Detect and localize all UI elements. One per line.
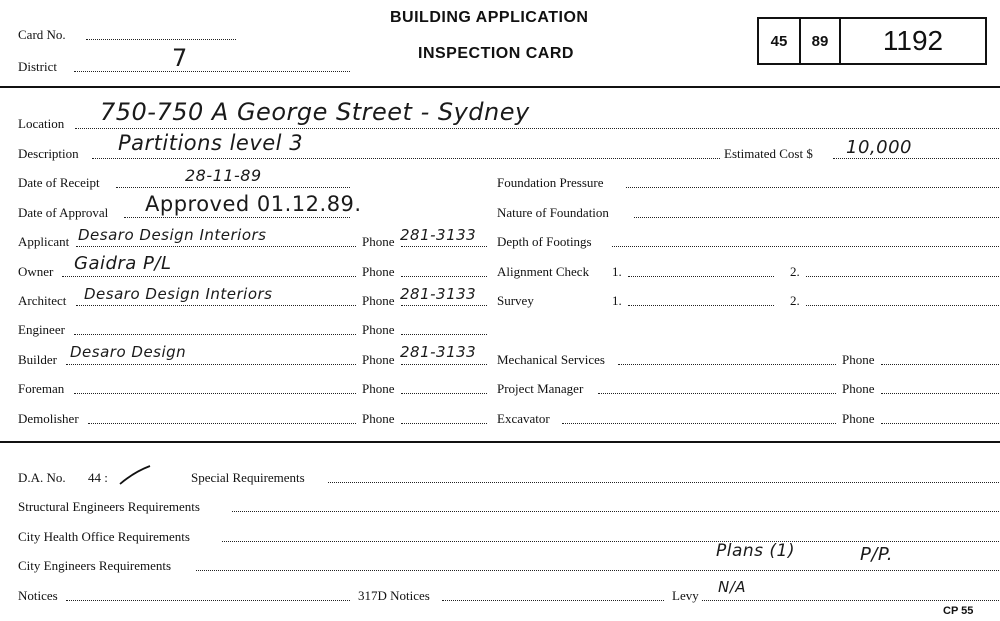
structural-line[interactable] bbox=[232, 511, 999, 512]
builder-phone-value: 281-3133 bbox=[400, 343, 477, 361]
district-label: District bbox=[18, 59, 57, 74]
alignment-two-line[interactable] bbox=[806, 276, 999, 277]
demolisher-label: Demolisher bbox=[18, 411, 79, 426]
health-line[interactable] bbox=[222, 541, 999, 542]
survey-two-label: 2. bbox=[790, 293, 800, 308]
city-eng-value-1: Plans (1) bbox=[716, 541, 796, 561]
description-label: Description bbox=[18, 146, 79, 161]
mechanical-phone-line[interactable] bbox=[881, 364, 999, 365]
project-manager-line[interactable] bbox=[598, 393, 836, 394]
depth-footings-label: Depth of Footings bbox=[497, 234, 592, 249]
estimated-cost-label: Estimated Cost $ bbox=[724, 146, 813, 161]
number-box-main: 1192 bbox=[882, 25, 944, 56]
excavator-line[interactable] bbox=[562, 423, 836, 424]
alignment-one-line[interactable] bbox=[628, 276, 774, 277]
owner-value: Gaidra P/L bbox=[74, 253, 172, 274]
district-value: 7 bbox=[172, 44, 188, 72]
foreman-phone-label: Phone bbox=[362, 381, 395, 396]
applicant-phone-label: Phone bbox=[362, 234, 395, 249]
number-box-b: 89 bbox=[801, 19, 841, 63]
applicant-line[interactable] bbox=[76, 246, 356, 247]
estimated-cost-value: 10,000 bbox=[846, 137, 912, 158]
foundation-pressure-line[interactable] bbox=[626, 187, 999, 188]
owner-line[interactable] bbox=[62, 276, 356, 277]
location-value: 750-750 A George Street - Sydney bbox=[100, 98, 530, 126]
number-box-a: 45 bbox=[759, 19, 801, 63]
date-receipt-line[interactable] bbox=[116, 187, 350, 188]
survey-one-line[interactable] bbox=[628, 305, 774, 306]
excavator-phone-line[interactable] bbox=[881, 423, 999, 424]
card-no-label: Card No. bbox=[18, 27, 66, 42]
foundation-pressure-label: Foundation Pressure bbox=[497, 175, 604, 190]
builder-phone-label: Phone bbox=[362, 352, 395, 367]
mechanical-label: Mechanical Services bbox=[497, 352, 605, 367]
card-no-line[interactable] bbox=[86, 39, 236, 40]
card-number-box bbox=[757, 17, 987, 65]
description-value: Partitions level 3 bbox=[118, 131, 304, 155]
foreman-phone-line[interactable] bbox=[401, 393, 487, 394]
notices-line[interactable] bbox=[66, 600, 350, 601]
levy-value: N/A bbox=[718, 578, 747, 596]
architect-line[interactable] bbox=[76, 305, 356, 306]
description-line[interactable] bbox=[92, 158, 720, 159]
da-no-slash-mark bbox=[116, 462, 156, 488]
mechanical-line[interactable] bbox=[618, 364, 836, 365]
notices-label: Notices bbox=[18, 588, 58, 603]
architect-label: Architect bbox=[18, 293, 67, 308]
builder-value: Desaro Design bbox=[70, 343, 187, 361]
date-approval-label: Date of Approval bbox=[18, 205, 109, 220]
survey-label: Survey bbox=[497, 293, 534, 308]
excavator-label: Excavator bbox=[497, 411, 550, 426]
levy-line[interactable] bbox=[702, 600, 999, 601]
nature-foundation-line[interactable] bbox=[634, 217, 999, 218]
engineer-phone-label: Phone bbox=[362, 322, 395, 337]
levy-label: Levy bbox=[672, 588, 699, 603]
builder-phone-line[interactable] bbox=[401, 364, 487, 365]
estimated-cost-line[interactable] bbox=[833, 158, 999, 159]
project-manager-phone-label: Phone bbox=[842, 381, 875, 396]
da-no-value: 44 : bbox=[88, 470, 108, 485]
mechanical-phone-label: Phone bbox=[842, 352, 875, 367]
alignment-check-label: Alignment Check bbox=[497, 264, 590, 279]
architect-phone-label: Phone bbox=[362, 293, 395, 308]
excavator-phone-label: Phone bbox=[842, 411, 875, 426]
owner-label: Owner bbox=[18, 264, 54, 279]
notices-317d-label: 317D Notices bbox=[358, 588, 430, 603]
location-label: Location bbox=[18, 116, 65, 131]
title-line-2: INSPECTION CARD bbox=[418, 45, 574, 62]
foreman-line[interactable] bbox=[74, 393, 356, 394]
health-label: City Health Office Requirements bbox=[18, 529, 190, 544]
survey-one-label: 1. bbox=[612, 293, 622, 308]
header-rule bbox=[0, 86, 1000, 88]
engineer-phone-line[interactable] bbox=[401, 334, 487, 335]
alignment-one-label: 1. bbox=[612, 264, 622, 279]
date-approval-value: Approved 01.12.89. bbox=[145, 192, 362, 216]
location-line[interactable] bbox=[75, 128, 999, 129]
structural-label: Structural Engineers Requirements bbox=[18, 499, 200, 514]
demolisher-line[interactable] bbox=[88, 423, 356, 424]
applicant-phone-value: 281-3133 bbox=[400, 226, 477, 244]
date-receipt-value: 28-11-89 bbox=[185, 166, 262, 185]
district-line[interactable] bbox=[74, 71, 350, 72]
depth-footings-line[interactable] bbox=[612, 246, 999, 247]
architect-phone-line[interactable] bbox=[401, 305, 487, 306]
date-receipt-label: Date of Receipt bbox=[18, 175, 100, 190]
title-line-1: BUILDING APPLICATION bbox=[390, 9, 589, 26]
builder-label: Builder bbox=[18, 352, 57, 367]
notices-317d-line[interactable] bbox=[442, 600, 664, 601]
foreman-label: Foreman bbox=[18, 381, 65, 396]
applicant-phone-line[interactable] bbox=[401, 246, 487, 247]
nature-foundation-label: Nature of Foundation bbox=[497, 205, 609, 220]
special-req-label: Special Requirements bbox=[191, 470, 305, 485]
middle-rule bbox=[0, 441, 1000, 443]
demolisher-phone-line[interactable] bbox=[401, 423, 487, 424]
engineer-label: Engineer bbox=[18, 322, 65, 337]
survey-two-line[interactable] bbox=[806, 305, 999, 306]
city-eng-label: City Engineers Requirements bbox=[18, 558, 172, 573]
alignment-two-label: 2. bbox=[790, 264, 800, 279]
owner-phone-label: Phone bbox=[362, 264, 395, 279]
engineer-line[interactable] bbox=[74, 334, 356, 335]
project-manager-phone-line[interactable] bbox=[881, 393, 999, 394]
city-eng-line[interactable] bbox=[196, 570, 999, 571]
da-no-label: D.A. No. bbox=[18, 470, 66, 485]
applicant-label: Applicant bbox=[18, 234, 70, 249]
date-approval-line[interactable] bbox=[124, 217, 350, 218]
city-eng-value-2: P/P. bbox=[860, 544, 894, 565]
demolisher-phone-label: Phone bbox=[362, 411, 395, 426]
form-code: CP 55 bbox=[943, 605, 974, 617]
special-req-line[interactable] bbox=[328, 482, 999, 483]
owner-phone-line[interactable] bbox=[401, 276, 487, 277]
architect-phone-value: 281-3133 bbox=[400, 285, 477, 303]
project-manager-label: Project Manager bbox=[497, 381, 584, 396]
builder-line[interactable] bbox=[66, 364, 356, 365]
architect-value: Desaro Design Interiors bbox=[84, 285, 273, 303]
applicant-value: Desaro Design Interiors bbox=[78, 226, 267, 244]
